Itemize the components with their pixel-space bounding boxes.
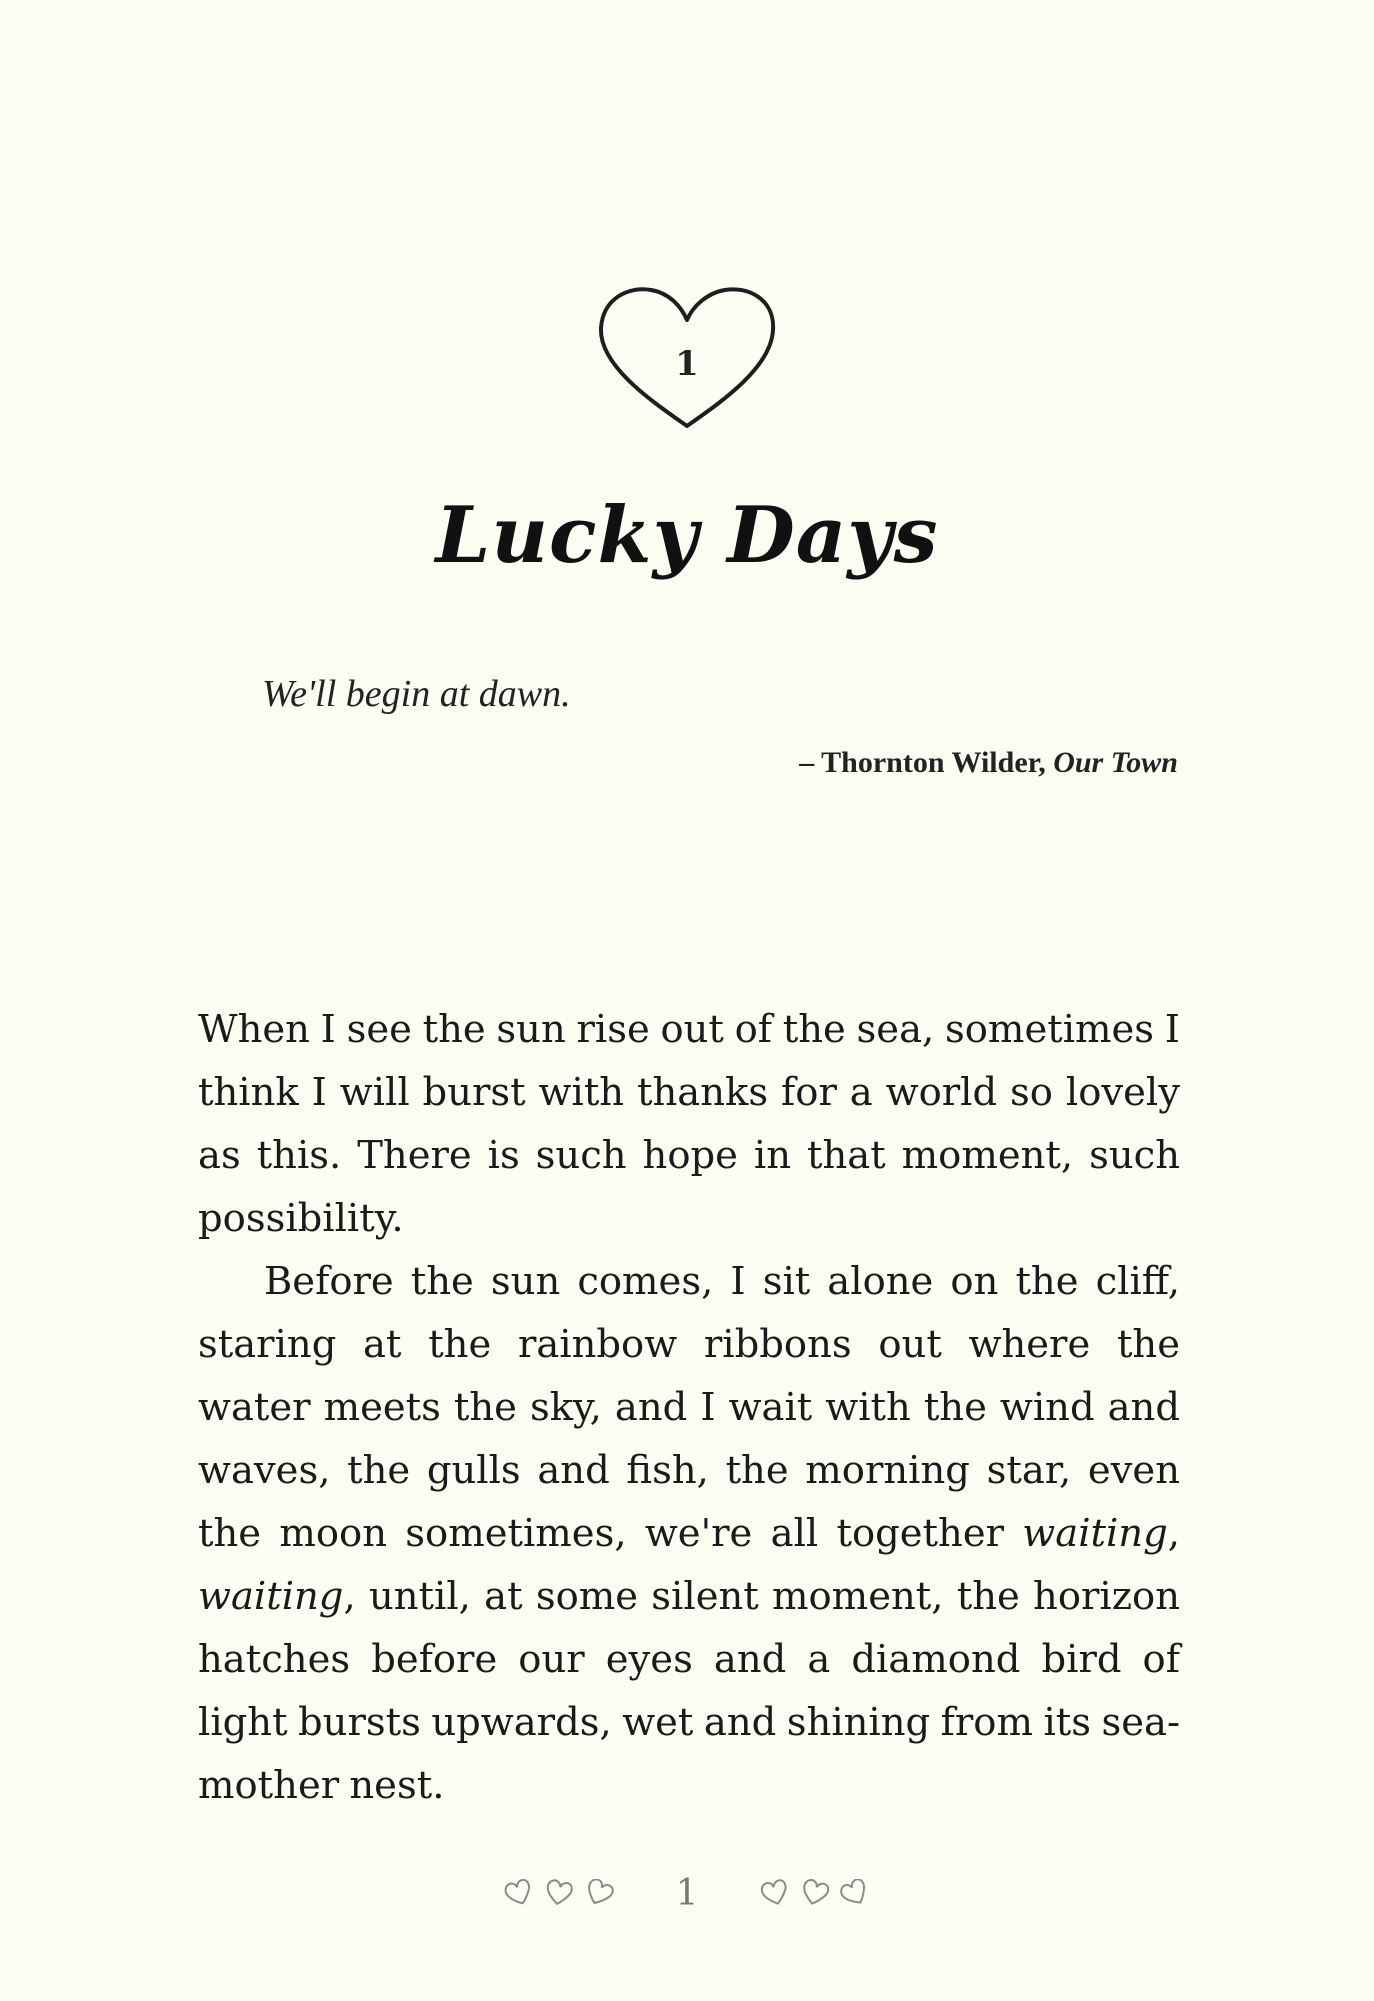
page-number: 1 (675, 1872, 699, 1914)
epigraph-author: – Thornton Wilder, (799, 746, 1054, 779)
paragraph-2-separator: , (1167, 1511, 1180, 1556)
chapter-title: Lucky Days (435, 490, 939, 581)
paragraph-1: When I see the sun rise out of the sea, sometimes I think I will burst with thanks for a world so lovely as this. There is such hope in that moment, such possibility. (198, 1007, 1180, 1241)
paragraph-2-text-a: Before the sun comes, I sit alone on the cliff, staring at the rainbow ribbons out where the water meets the sky, and I wait with the wind and waves, the gulls and fish, the morning star, even the moon sometimes, we're all together (198, 1259, 1180, 1556)
epigraph-work: Our Town (1053, 746, 1178, 779)
footer-ornament-left (504, 1879, 614, 1907)
chapter-heart-badge (593, 284, 781, 434)
chapter-body (198, 998, 1180, 1817)
footer-ornament-right (760, 1879, 870, 1907)
epigraph-attribution (799, 746, 1178, 780)
epigraph-quote: We'll begin at dawn. (262, 673, 571, 715)
small-heart-icon (504, 1879, 534, 1907)
small-heart-icon (840, 1879, 870, 1907)
small-heart-icon (800, 1879, 830, 1907)
page-footer (0, 1868, 1374, 1918)
small-heart-icon (584, 1879, 614, 1907)
chapter-number: 1 (675, 344, 699, 384)
paragraph-2-text-b: , until, at some silent moment, the horizon hatches before our eyes and a diamond bird of light bursts upwards, wet and shining from its sea-mother nest. (198, 1574, 1180, 1808)
paragraph-2 (198, 1250, 1180, 1817)
paragraph-2-emphasis-1: waiting (1022, 1511, 1168, 1556)
small-heart-icon (544, 1879, 574, 1907)
small-heart-icon (760, 1879, 790, 1907)
paragraph-2-emphasis-2: waiting (198, 1574, 344, 1619)
